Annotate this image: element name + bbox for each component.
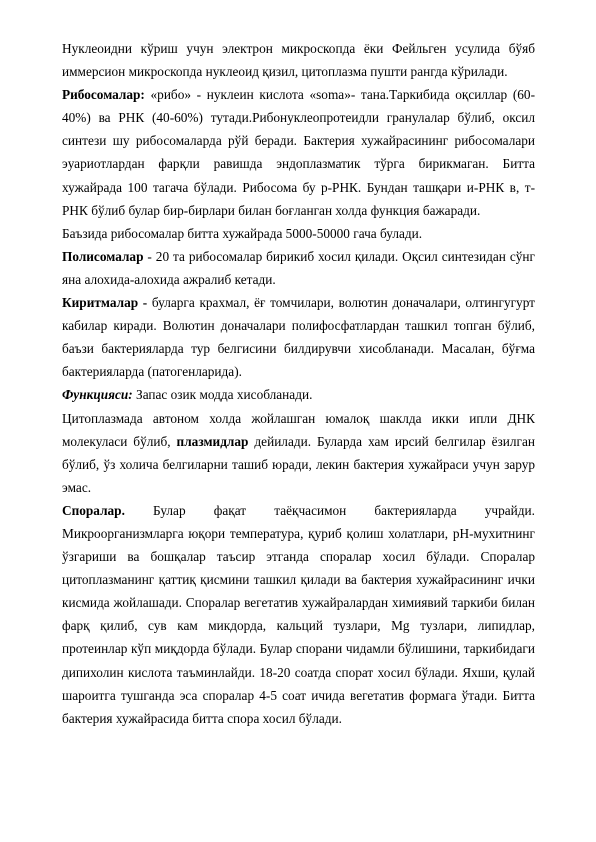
term-inclusions: Киритмалар - xyxy=(62,295,148,311)
paragraph-nucleoid xyxy=(62,37,535,83)
paragraph-text-after: дейилади. Буларда хам ирсий белгилар ёзилган бўлиб, ўз холича белгиларни ташиб юради, лекин бактерия хужайраси учун зарур эмас. xyxy=(62,433,535,495)
paragraph-text-before: Цитоплазмада автоном холда жойлашган юмалоқ шаклда икки ипли ДНК молекуласи бўлиб, xyxy=(62,410,535,449)
paragraph-ribosome-count xyxy=(62,222,535,245)
paragraph-text: Нуклеоидни кўриш учун электрон микроскопда ёки Фейльген усулида бўяб иммерсион микроскопда нуклеоид қизил, цитоплазма пушти рангда кўрилади. xyxy=(62,41,535,80)
paragraph-text: Баъзида рибосомалар битта хужайрада 5000-50000 гача булади. xyxy=(62,225,423,241)
term-plasmids: плазмидлар xyxy=(176,433,249,449)
paragraph-inclusions xyxy=(62,291,535,383)
paragraph-text: - 20 та рибосомалар бирикиб хосил қилади. Оқсил синтезидан сўнг яна алохида-алохида ажралиб кетади. xyxy=(62,248,535,287)
paragraph-text: Булар фақат таёқчасимон бактерияларда учрайди. Микроорганизмларга юқори температура, қуриб қолиш холатлари, рН-мухитнинг ўзгариши ва бошқалар таъсир этганда споралар хосил бўлади. Споралар цитоплазманинг қаттиқ қисмини ташкил қилади ва бактерия хужайрасининг ички кисмида жойлашади. Споралар вегетатив хужайралардан химиявий таркиби билан фарқ қилиб, сув кам микдорда, кальций тузлари, Mg тузлари, липидлар, протеинлар кўп миқдорда бўлади. Булар спорани чидамли бўлишини, таркибидаги дипихолин кислота таъминлайди. 18-20 соатда спорат хосил бўлади. Яхши, қулай шароитга тушганда эса споралар 4-5 соат ичида вегетатив формага ўтади. Битта бактерия хужайрасида битта спора хосил бўлади. xyxy=(62,502,535,726)
paragraph-text: «рибо» - нуклеин кислота «soma»- тана.Таркибида оқсиллар (60-40%) ва РНК (40-60%) тутади.Рибонуклеопротеидли гранулалар бўлиб, оксил синтези шу рибосомаларда рўй беради. Бактерия хужайрасининг рибосомалари эуариотлардан фарқли равишда эндоплазматик тўрга бирикмаган. Битта хужайрада 100 тагача бўлади. Рибосома бу р-РНК. Бундан ташқари и-РНК в, т-РНК бўлиб булар бир-бирлари билан боғланган холда функция бажаради. xyxy=(62,87,535,218)
document-body xyxy=(62,37,535,730)
term-polysomes: Полисомалар xyxy=(62,248,144,264)
term-ribosomes: Рибосомалар: xyxy=(62,87,145,103)
paragraph-polysomes xyxy=(62,245,535,291)
term-spores: Споралар. xyxy=(62,502,125,518)
paragraph-plasmids xyxy=(62,407,535,499)
paragraph-text: Запас озик модда хисобланади. xyxy=(132,387,313,403)
paragraph-text: буларга крахмал, ёғ томчилари, волютин доначалари, олтингугурт кабилар киради. Волютин доначалари полифосфатлардан ташкил топган бўлиб, баъзи бактерияларда тур белгисини билдирувчи хисобланади. Масалан, бўғма бактерияларда (патогенларида). xyxy=(62,295,535,380)
term-function: Функцияси: xyxy=(62,387,133,403)
paragraph-spores xyxy=(62,499,535,730)
paragraph-function xyxy=(62,383,535,406)
paragraph-ribosomes xyxy=(62,83,535,222)
